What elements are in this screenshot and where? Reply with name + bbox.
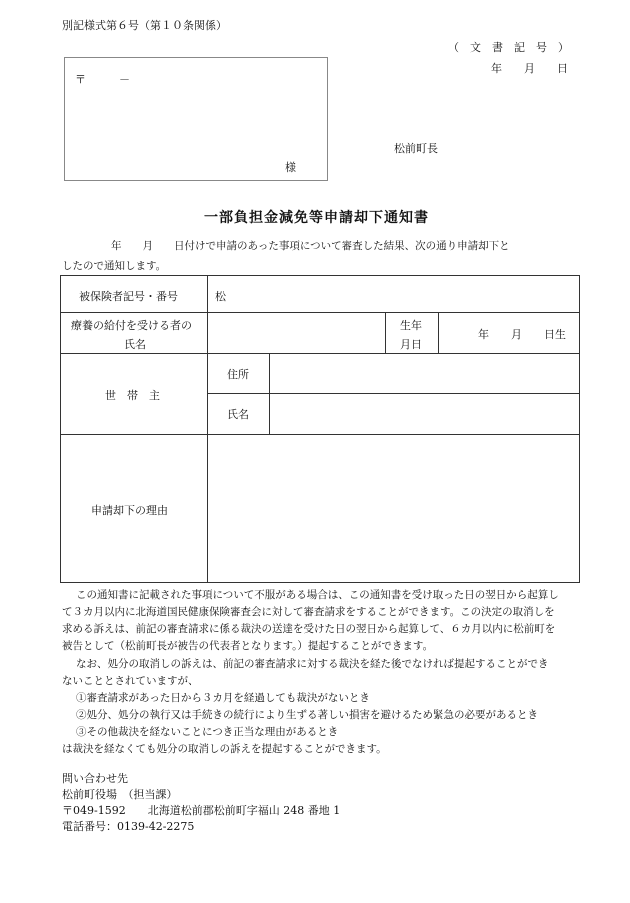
column-divider <box>269 353 270 434</box>
postal-code-field: 〒 － <box>75 73 130 86</box>
notice-paragraph-1-line-4: 被告として（松前町長が被告の代表者となります。）提起することができます。 <box>62 640 434 652</box>
household-name-label: 氏名 <box>227 408 249 421</box>
intro-line-2: したので通知します。 <box>62 260 167 272</box>
recipient-name-label-line2: 氏名 <box>124 338 146 351</box>
contact-office: 松前町役場 （担当課） <box>62 788 178 801</box>
notice-closing: は裁決を経なくても処分の取消しの訴えを提起することができます。 <box>62 743 387 755</box>
document-number: （ 文 書 記 号 ） <box>448 41 569 54</box>
issue-date: 年 月 日 <box>491 62 568 75</box>
notice-item-3: ③その他裁決を経ないことにつき正当な理由があるとき <box>76 726 339 738</box>
notice-paragraph-1-line-2: て３カ月以内に北海道国民健康保険審査会に対して審査請求をすることができます。この決定の取消しを <box>62 606 555 618</box>
notice-paragraph-1-line-1: この通知書に記載された事項について不服がある場合は、この通知書を受け取った日の翌日から起算し <box>76 589 559 601</box>
notice-paragraph-1-line-3: 求める訴えは、前記の審査請求に係る裁決の送達を受けた日の翌日から起算して、６カ月以内に松前町を <box>62 623 556 635</box>
notice-item-1: ①審査請求があった日から３カ月を経過しても裁決がないとき <box>76 692 370 704</box>
column-divider <box>438 312 439 353</box>
sender-name: 松前町長 <box>394 142 438 155</box>
recipient-address-box[interactable] <box>64 57 328 181</box>
birth-date-label-line1: 生年 <box>400 319 422 332</box>
rejection-table <box>60 275 580 583</box>
rejection-reason-label: 申請却下の理由 <box>91 504 168 517</box>
row-divider <box>61 353 579 354</box>
notice-paragraph-2-line-2: ないこととされていますが、 <box>62 675 199 687</box>
recipient-name-label-line1: 療養の給付を受ける者の <box>71 319 192 332</box>
household-address-label: 住所 <box>227 368 249 381</box>
household-head-label: 世 帯 主 <box>105 389 160 402</box>
column-divider <box>207 276 208 582</box>
contact-address: 〒049-1592 北海道松前郡松前町字福山 248 番地 1 <box>62 804 341 817</box>
intro-line-1: 年 月 日付けで申請のあった事項について審査した結果、次の通り申請却下と <box>90 240 510 252</box>
form-number: 別記様式第６号（第１０条関係） <box>62 19 227 32</box>
contact-phone: 電話番号：0139-42-2275 <box>62 820 195 833</box>
recipient-honorific: 様 <box>285 161 296 174</box>
insured-number-value[interactable]: 松 <box>215 290 226 303</box>
birth-date-label-line2: 月日 <box>400 338 422 351</box>
insured-number-label: 被保険者記号・番号 <box>79 290 178 303</box>
notice-item-2: ②処分、処分の執行又は手続きの続行により生ずる著しい損害を避けるため緊急の必要があるとき <box>76 709 538 721</box>
row-divider <box>207 393 579 394</box>
household-address-field[interactable] <box>275 360 571 388</box>
notice-paragraph-2-line-1: なお、処分の取消しの訴えは、前記の審査請求に対する裁決を経た後でなければ提起することができ <box>76 658 549 670</box>
row-divider <box>61 434 579 435</box>
household-name-field[interactable] <box>275 400 571 428</box>
contact-heading: 問い合わせ先 <box>62 772 128 785</box>
column-divider <box>385 312 386 353</box>
rejection-reason-field[interactable] <box>213 442 573 576</box>
recipient-name-field[interactable] <box>211 318 381 348</box>
birth-date-value[interactable]: 年 月 日生 <box>478 328 566 341</box>
document-title: 一部負担金減免等申請却下通知書 <box>204 210 429 226</box>
row-divider <box>61 312 579 313</box>
